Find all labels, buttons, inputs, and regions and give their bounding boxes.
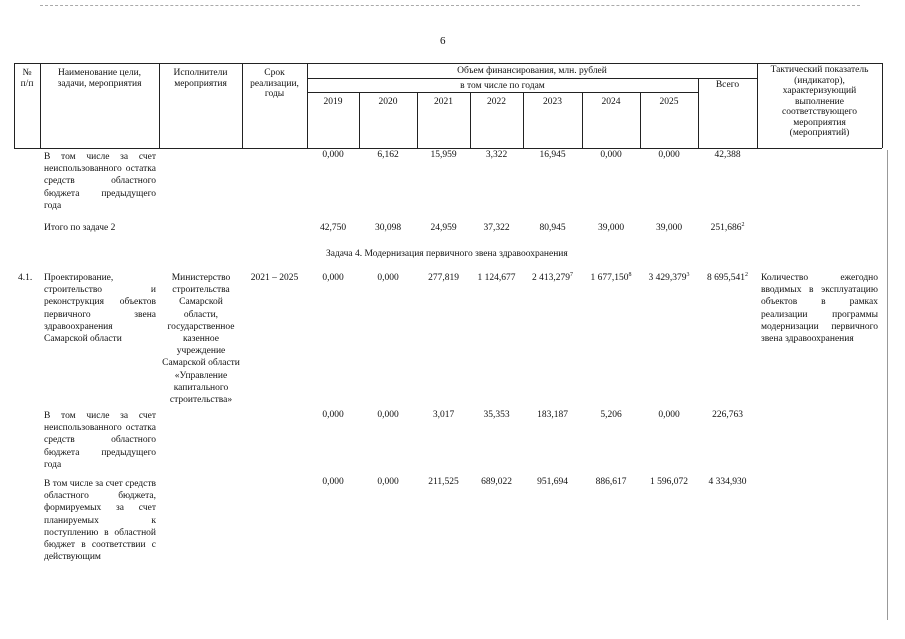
- footnote-mark: 8: [628, 272, 632, 278]
- row-value: 39,000: [597, 223, 625, 233]
- row-name: В том числе за счет неиспользованного остатка средств областного бюджета предыдущего года: [44, 411, 156, 470]
- row-value: 0,000: [322, 273, 344, 283]
- row-value: 5,206: [600, 410, 622, 420]
- row-total: 8 695,541$^2$: [707, 272, 748, 283]
- row-value: 16,945: [539, 150, 566, 160]
- header-year: 2020: [378, 97, 398, 107]
- row-value: 6,162: [377, 150, 399, 160]
- row-value: 1 596,072: [650, 477, 688, 487]
- row-value: 0,000: [322, 150, 344, 160]
- footnote-mark: 2: [741, 222, 745, 228]
- row-value: 15,959: [430, 150, 457, 160]
- scan-top-rule: [40, 5, 860, 6]
- header-total: Всего: [715, 80, 740, 90]
- row-name: Итого по задаче 2: [44, 223, 116, 233]
- header-year: 2025: [659, 97, 679, 107]
- row-value: 30,098: [374, 223, 402, 233]
- row-value: 0,000: [600, 150, 622, 160]
- row-value: 3,322: [485, 150, 508, 160]
- header-year: 2021: [434, 97, 453, 107]
- header-by-years: в том числе по годам: [460, 81, 545, 91]
- footnote-mark: 7: [570, 272, 573, 278]
- row-total: 251,686$^2$: [710, 222, 745, 233]
- row-value: 39,000: [655, 223, 683, 233]
- header-year: 2019: [323, 97, 343, 107]
- row-value: 183,187: [537, 410, 568, 420]
- row-total: 226,763: [712, 410, 743, 420]
- row-number: 4.1.: [18, 273, 33, 283]
- row-value: 1 677,150$^8$: [590, 272, 632, 283]
- row-value: 886,617: [595, 477, 627, 487]
- row-value: 0,000: [322, 477, 344, 487]
- row-value: 37,322: [483, 223, 510, 233]
- row-value: 42,750: [319, 223, 347, 233]
- footnote-mark: 3: [686, 272, 690, 278]
- header-volume: Объем финансирования, млн. рублей: [457, 66, 607, 76]
- row-value: 0,000: [377, 410, 399, 420]
- header-year: 2024: [601, 97, 621, 107]
- row-value: 3 429,379$^3$: [648, 272, 690, 283]
- row-value: 689,022: [481, 477, 512, 487]
- header-indicator: Тактический показатель (индикатор), характеризующий выполнение соответствующего мероприятия (мероприятий): [770, 65, 869, 138]
- row-value: 0,000: [377, 273, 399, 283]
- row-indicator: Количество ежегодно вводимых в эксплуатацию объектов в рамках реализации программы модернизации первичного звена здравоохранения: [761, 273, 878, 345]
- header-no: № п/п: [20, 68, 34, 89]
- page-number: 6: [440, 35, 446, 47]
- header-term: Срок реализации, годы: [250, 68, 299, 99]
- row-value: 3,017: [432, 410, 455, 420]
- row-name: Проектирование, строительство и реконструкция объектов первичного звена здравоохранения Самарской области: [44, 273, 156, 345]
- row-value: 0,000: [322, 410, 344, 420]
- header-name: Наименование цели, задачи, мероприятия: [57, 68, 142, 89]
- row-value: 80,945: [539, 223, 566, 233]
- row-name: В том числе за счет неиспользованного остатка средств областного бюджета предыдущего года: [44, 152, 156, 211]
- row-value: 277,819: [428, 273, 459, 283]
- row-value: 1 124,677: [477, 273, 516, 283]
- task-heading: Задача 4. Модернизация первичного звена здравоохранения: [326, 249, 568, 259]
- row-value: 0,000: [658, 410, 680, 420]
- row-value: 24,959: [430, 223, 457, 233]
- footnote-mark: 2: [745, 272, 748, 278]
- row-value: 2 413,279$^7$: [532, 272, 573, 283]
- header-year: 2023: [543, 97, 562, 107]
- row-executor: Министерство строительства Самарской области, государственное казенное учреждение Самарской области «Управление капитального строительства»: [162, 273, 240, 406]
- row-value: 951,694: [537, 477, 568, 487]
- header-year: 2022: [487, 97, 506, 107]
- row-total: 4 334,930: [708, 477, 747, 487]
- row-value: 35,353: [483, 410, 510, 420]
- row-total: 42,388: [714, 150, 741, 160]
- row-value: 0,000: [377, 477, 399, 487]
- row-value: 0,000: [658, 150, 680, 160]
- row-value: 211,525: [428, 477, 459, 487]
- header-executor: Исполнители мероприятия: [173, 68, 228, 89]
- row-name: В том числе за счет средств областного бюджета, формируемых за счет планируемых к поступлению в областной бюджет в соответствии с действующим: [44, 479, 156, 563]
- row-term: 2021 – 2025: [250, 273, 299, 283]
